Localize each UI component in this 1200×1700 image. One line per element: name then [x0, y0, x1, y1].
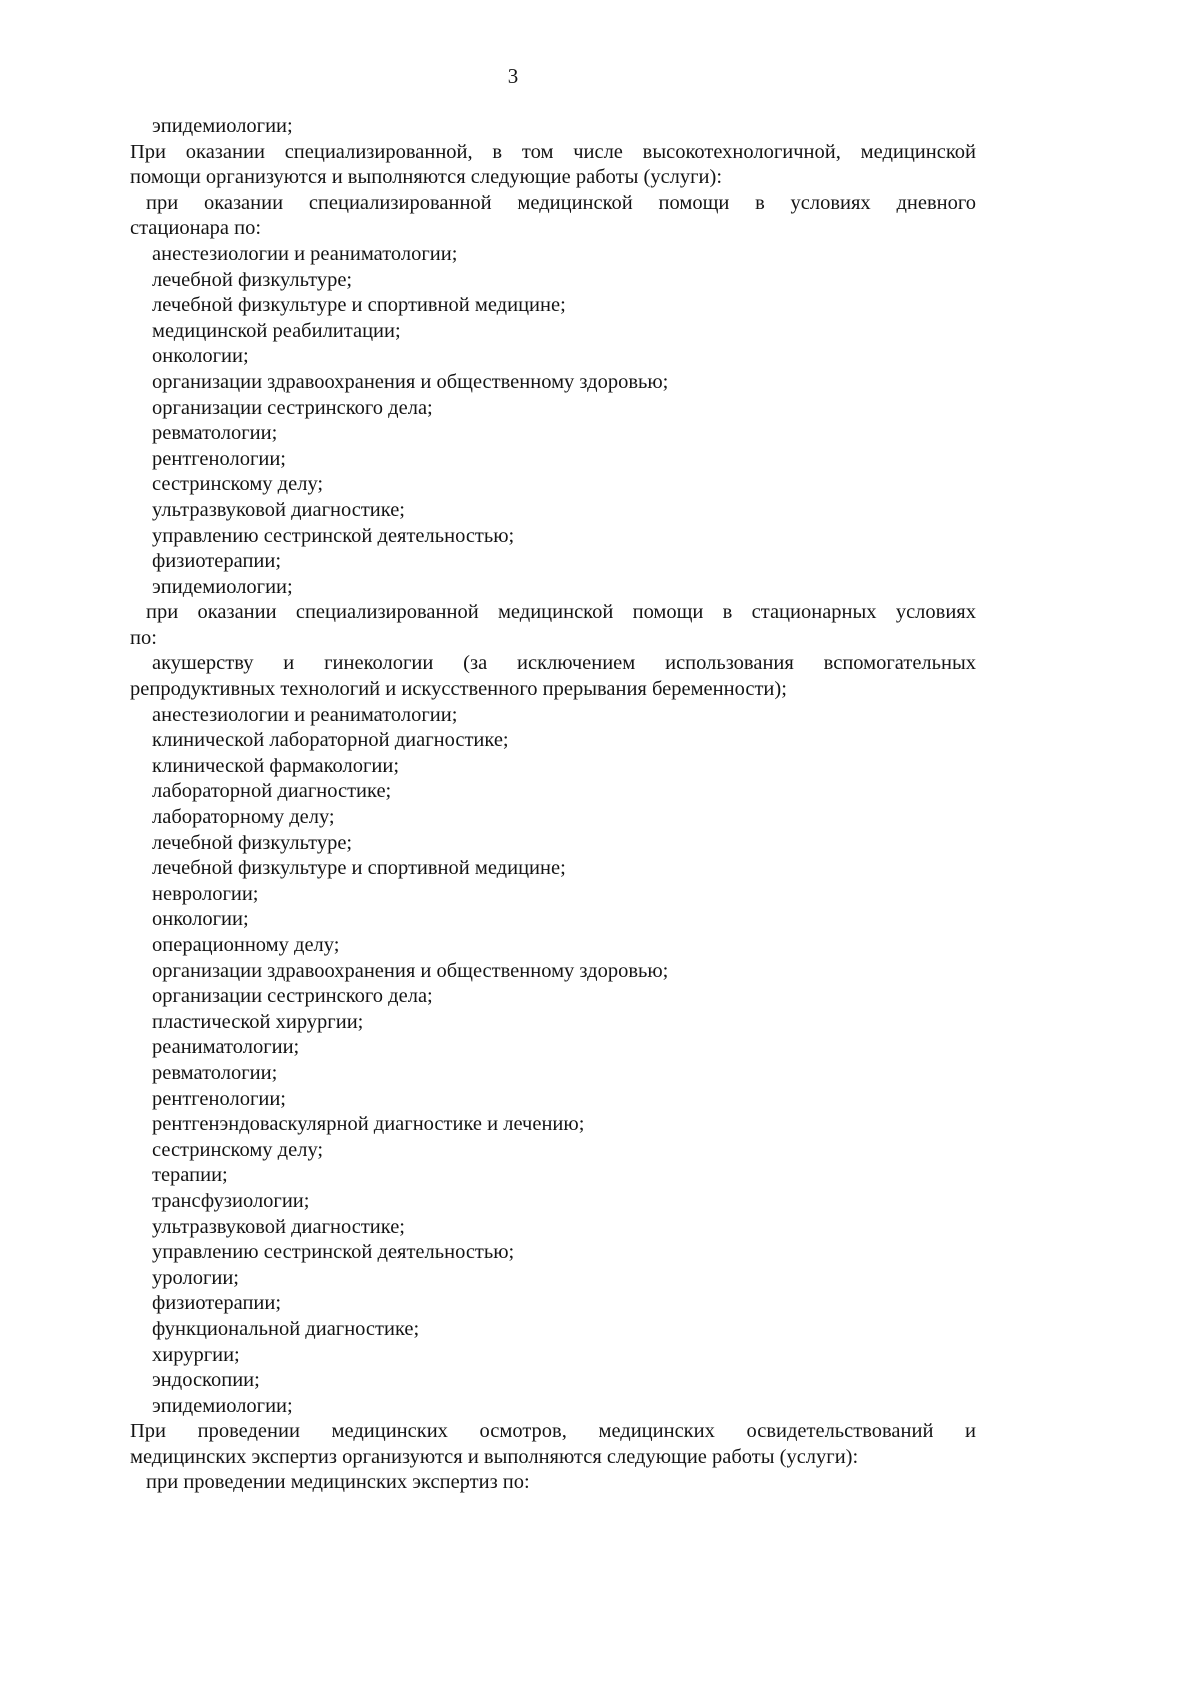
- text-line: рентгенологии;: [152, 447, 286, 470]
- text-line: терапии;: [152, 1164, 228, 1187]
- text-line: хирургии;: [152, 1343, 240, 1366]
- text-line: неврологии;: [152, 882, 259, 905]
- text-line: рентгенэндоваскулярной диагностике и лечению;: [152, 1113, 585, 1136]
- text-line: медицинских экспертиз организуются и выполняются следующие работы (услуги):: [130, 1445, 859, 1468]
- text-line: лабораторной диагностике;: [152, 780, 392, 803]
- text-line: организации здравоохранения и общественному здоровью;: [152, 959, 669, 982]
- text-line: ревматологии;: [152, 422, 278, 445]
- text-line: реаниматологии;: [152, 1036, 300, 1059]
- text-line: по:: [130, 626, 157, 649]
- text-line: эпидемиологии;: [152, 115, 293, 137]
- page-number: 3: [507, 64, 519, 88]
- text-line: функциональной диагностике;: [152, 1317, 420, 1340]
- text-line: пластической хирургии;: [152, 1010, 364, 1033]
- text-line: эндоскопии;: [152, 1369, 260, 1392]
- text-line: лабораторному делу;: [152, 806, 335, 829]
- text-line: При проведении медицинских осмотров, медицинских освидетельствований и: [130, 1420, 976, 1443]
- text-line: лечебной физкультуре и спортивной медицине;: [152, 294, 566, 317]
- text-line: эпидемиологии;: [152, 575, 293, 598]
- text-line: анестезиологии и реаниматологии;: [152, 242, 458, 265]
- text-line: лечебной физкультуре и спортивной медицине;: [152, 857, 566, 880]
- text-line: ревматологии;: [152, 1061, 278, 1084]
- text-line: лечебной физкультуре;: [152, 831, 353, 854]
- document-body: [130, 114, 976, 1496]
- text-line: при оказании специализированной медицинской помощи в стационарных условиях: [146, 601, 976, 624]
- text-line: стационара по:: [130, 217, 262, 240]
- text-line: репродуктивных технологий и искусственного прерывания беременности);: [130, 678, 787, 701]
- text-line: лечебной физкультуре;: [152, 268, 353, 291]
- text-line: организации сестринского дела;: [152, 985, 433, 1008]
- text-line: урологии;: [152, 1266, 240, 1289]
- text-line: физиотерапии;: [152, 1292, 282, 1315]
- text-line: ультразвуковой диагностике;: [152, 498, 405, 521]
- text-line: управлению сестринской деятельностью;: [152, 1241, 515, 1264]
- text-line: рентгенологии;: [152, 1087, 286, 1110]
- text-line: при проведении медицинских экспертиз по:: [146, 1471, 530, 1494]
- text-line: медицинской реабилитации;: [152, 319, 401, 342]
- text-line: клинической фармакологии;: [152, 754, 400, 777]
- text-line: онкологии;: [152, 345, 249, 368]
- text-line: операционному делу;: [152, 934, 340, 956]
- text-line: онкологии;: [152, 908, 249, 931]
- text-line: сестринскому делу;: [152, 473, 324, 496]
- text-line: анестезиологии и реаниматологии;: [152, 703, 458, 726]
- text-line: организации здравоохранения и общественному здоровью;: [152, 370, 669, 393]
- text-line: организации сестринского дела;: [152, 396, 433, 419]
- text-line: при оказании специализированной медицинской помощи в условиях дневного: [146, 191, 976, 214]
- text-line: управлению сестринской деятельностью;: [152, 524, 515, 547]
- text-line: трансфузиологии;: [152, 1189, 310, 1212]
- text-line: эпидемиологии;: [152, 1394, 293, 1417]
- text-line: сестринскому делу;: [152, 1138, 324, 1161]
- text-line: При оказании специализированной, в том числе высокотехнологичной, медицинской: [130, 140, 976, 163]
- text-line: акушерству и гинекологии (за исключением использования вспомогательных: [152, 652, 976, 675]
- text-line: ультразвуковой диагностике;: [152, 1215, 405, 1238]
- text-line: физиотерапии;: [152, 550, 282, 573]
- text-line: клинической лабораторной диагностике;: [152, 729, 509, 752]
- text-line: помощи организуются и выполняются следующие работы (услуги):: [130, 166, 723, 189]
